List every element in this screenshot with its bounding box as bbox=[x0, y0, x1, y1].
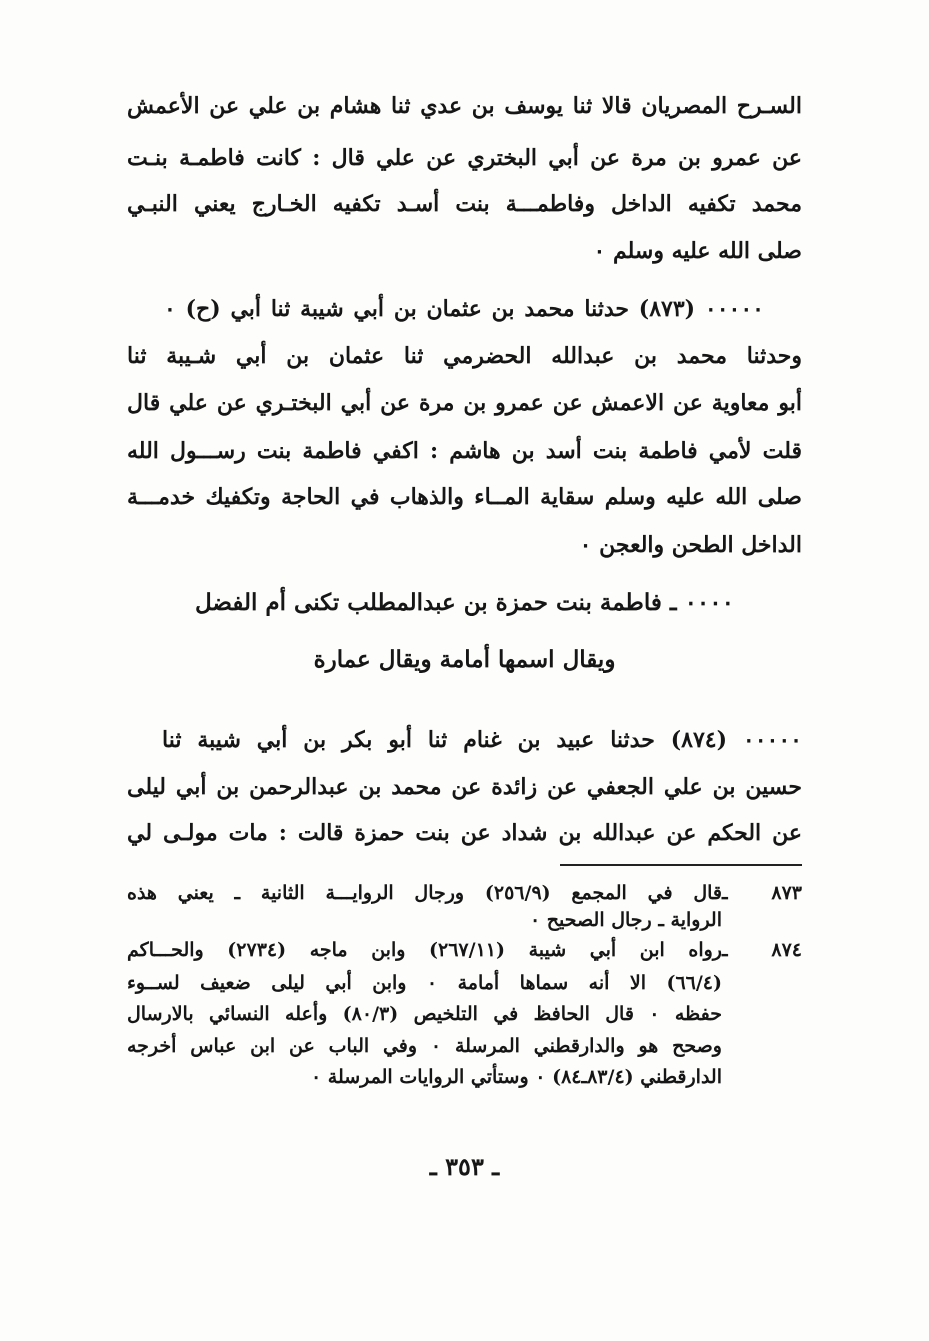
footnote-874 bbox=[127, 937, 802, 963]
body-line: محمد تكفيه الداخل وفاطمـــة بنت أسـد تكفيه الخـارج يعني النبـي bbox=[127, 191, 802, 217]
footnote-text: الدارقطني (٨٣/٤ـ٨٤) ٠ وستأتي الروايات المرسلة ٠ bbox=[310, 1066, 722, 1088]
section-heading: ٠٠٠٠ ـ فاطمة بنت حمزة بن عبدالمطلب تكنى أم الفضل bbox=[195, 589, 734, 616]
body-line: قلت لأمي فاطمة بنت أسد بن هاشم : اكفي فاطمة بنت رســـول الله bbox=[127, 438, 802, 464]
hadith-874-start: ٠٠٠٠٠ (٨٧٤) حدثنا عبيد بن غنام ثنا أبو بكر بن أبي شيبة ثنا bbox=[162, 727, 802, 753]
body-line: السـرح المصريان قالا ثنا يوسف بن عدي ثنا هشام بن علي عن الأعمش bbox=[127, 93, 802, 119]
body-line: حسين بن علي الجعفي عن زائدة عن محمد بن عبدالرحمن بن أبي ليلى bbox=[127, 774, 802, 800]
footnote-separator bbox=[560, 864, 802, 866]
page-number: ـ ٣٥٣ ـ bbox=[429, 1152, 500, 1181]
footnote-text: رواه ابن أبي شيبة (٢٦٧/١١) وابن ماجه (٢٧٣٤) والحـــاكم bbox=[127, 939, 722, 961]
body-line: عن عمرو بن مرة عن أبي البختري عن علي قال : كانت فاطمـة بنـت bbox=[127, 145, 802, 171]
body-line: وحدثنا محمد بن عبدالله الحضرمي ثنا عثمان بن أبي شـيبة ثنا bbox=[127, 343, 802, 369]
footnote-text: (٦٦/٤) الا أنه سماها أمامة ٠ وابن أبي ليلى ضعيف لســوء bbox=[127, 972, 723, 994]
body-line: صلى الله عليه وسلم ٠ bbox=[593, 238, 802, 264]
footnote-text: قال في المجمع (٢٥٦/٩) ورجال الروايـــة الثانية ـ يعني هذه bbox=[127, 882, 722, 904]
body-line: أبو معاوية عن الاعمش عن عمرو بن مرة عن أبي البختـري عن علي قال bbox=[127, 390, 802, 416]
body-line: الداخل الطحن والعجن ٠ bbox=[579, 532, 802, 558]
footnote-text: حفظه ٠ قال الحافظ في التلخيص (٨٠/٣) وأعله النسائي بالارسال bbox=[127, 1003, 723, 1025]
footnote-text: الرواية ـ رجال الصحيح ٠ bbox=[529, 909, 722, 931]
footnote-text: وصحح هو والدارقطني المرسلة ٠ وفي الباب عن ابن عباس أخرجه bbox=[127, 1035, 722, 1057]
body-line: عن الحكم عن عبدالله بن شداد عن بنت حمزة قالت : مات مولـى لي bbox=[127, 820, 802, 846]
hadith-873-start: ٠٠٠٠٠ (٨٧٣) حدثنا محمد بن عثمان بن أبي شيبة ثنا أبي (ح) ٠ bbox=[164, 296, 764, 322]
section-subheading: ويقال اسمها أمامة ويقال عمارة bbox=[313, 646, 616, 673]
body-line: صلى الله عليه وسلم سقاية المــاء والذهاب في الحاجة وتكفيك خدمـــة bbox=[127, 484, 802, 510]
footnote-873 bbox=[127, 880, 802, 906]
footnote-number: ٨٧٤ ـ bbox=[722, 939, 802, 961]
footnote-number: ٨٧٣ ـ bbox=[722, 882, 802, 904]
